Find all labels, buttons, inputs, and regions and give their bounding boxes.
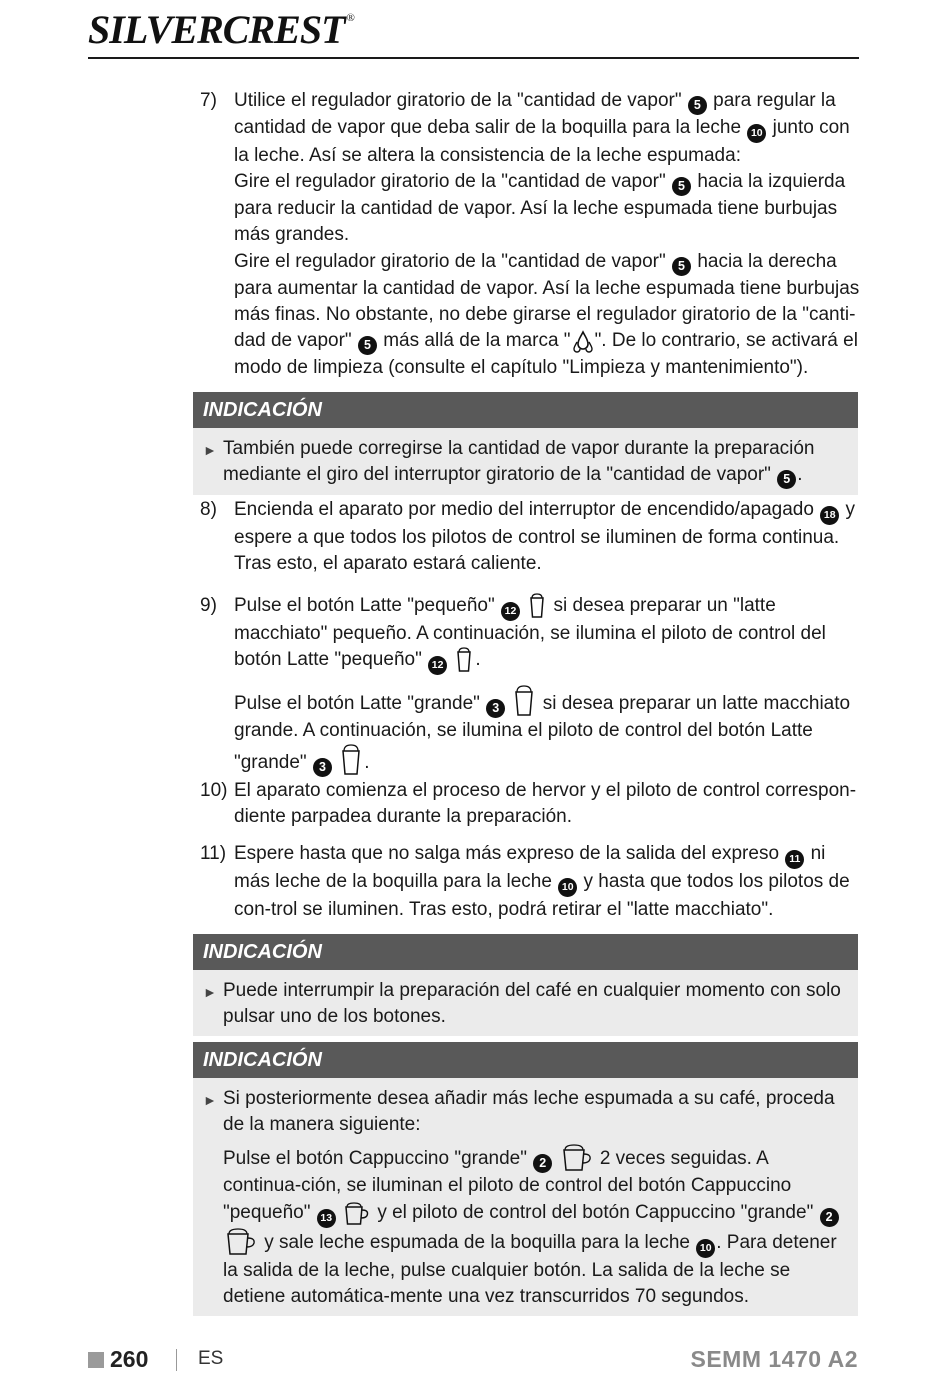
callout-10: 10 — [696, 1239, 715, 1258]
callout-13: 13 — [317, 1209, 336, 1228]
step-7-text-b: para regular la cantidad de vapor que deba salir de la boquilla para la leche — [234, 90, 836, 138]
model-number: SEMM 1470 A2 — [690, 1346, 858, 1372]
note-3-text-a: Si posteriormente desea añadir más leche espumada a su café, proceda de la manera siguiente: — [223, 1088, 835, 1136]
registered-mark: ® — [346, 12, 354, 24]
step-7-text-f: Gire el regulador giratorio de la "cantidad de vapor" — [234, 250, 666, 272]
note-text — [223, 436, 850, 489]
step-10 — [200, 778, 860, 830]
note-text — [223, 1144, 850, 1310]
step-text — [234, 593, 860, 777]
step-7 — [200, 88, 860, 381]
step-11-text-c: y hasta que todos los pilotos de con-trol se iluminen. Tras esto, podrá retirar el "latte macchiato". — [234, 871, 850, 920]
step-7-text-h: más allá de la marca " — [383, 330, 571, 352]
step-number: 11) — [200, 843, 227, 864]
step-number: 10) — [200, 780, 228, 801]
note-3-text-c: 2 veces seguidas. A continua-ción, se iluminan el piloto de control del botón Cappuccino "pequeño" — [223, 1148, 792, 1223]
callout-3: 3 — [486, 699, 505, 718]
note-3-text-b: Pulse el botón Cappuccino "grande" — [223, 1148, 527, 1170]
steam-drops-icon — [573, 330, 593, 354]
step-9-text-a: Pulse el botón Latte "pequeño" — [234, 595, 495, 616]
callout-5: 5 — [688, 96, 707, 115]
step-7-text-d: Gire el regulador giratorio de la "cantidad de vapor" — [234, 171, 666, 193]
note-box — [193, 934, 858, 1036]
step-7-text-i: ". De lo contrario, se activará el modo de limpieza (consulte el capítulo "Limpieza y mantenimiento"). — [234, 330, 858, 379]
arrow-bullet-icon: ► — [203, 1092, 217, 1108]
callout-2: 2 — [820, 1208, 839, 1227]
step-8-text-b: y espere a que todos los pilotos de control se iluminen de forma continua. Tras esto, el aparato estará caliente. — [234, 499, 855, 575]
step-7-text-e: hacia la izquierda para reducir la cantidad de vapor. Así la leche espumada tiene burbujas más grandes. — [234, 171, 846, 246]
step-number: 8) — [200, 499, 217, 520]
step-9-text-c: . — [475, 649, 481, 671]
callout-10: 10 — [558, 878, 577, 897]
callout-18: 18 — [820, 506, 839, 525]
logo-text: SILVERCREST — [88, 7, 345, 52]
note-box — [193, 392, 858, 495]
step-8 — [200, 497, 860, 577]
step-9-text-b: si desea preparar un "latte macchiato" pequeño. A continuación, se ilumina el piloto de control del botón Latte "pequeño" — [234, 595, 826, 671]
step-9-text-d: Pulse el botón Latte "grande" — [234, 693, 480, 715]
step-text — [234, 497, 860, 577]
note-3-text-d: y el piloto de control del botón Cappuccino "grande" — [377, 1201, 814, 1223]
cappuccino-large-cup-icon — [225, 1228, 257, 1256]
callout-3: 3 — [313, 758, 332, 777]
cappuccino-small-cup-icon — [344, 1202, 370, 1226]
language-code: ES — [198, 1348, 224, 1369]
brand-logo — [88, 6, 352, 53]
footer-divider — [176, 1349, 177, 1371]
note-text: Puede interrumpir la preparación del café en cualquier momento con solo pulsar uno de los botones. — [223, 980, 841, 1028]
note-body — [193, 970, 858, 1036]
step-number: 7) — [200, 90, 217, 111]
step-9-text-f: . — [364, 752, 370, 774]
note-3-text-e: y sale leche espumada de la boquilla para la leche — [264, 1231, 690, 1253]
note-box — [193, 1042, 858, 1316]
callout-5: 5 — [672, 257, 691, 276]
step-7-text-c: junto con la leche. Así se altera la consistencia de la leche espumada: — [234, 117, 850, 166]
cappuccino-large-cup-icon — [561, 1144, 593, 1172]
latte-small-glass-icon — [455, 647, 473, 673]
arrow-bullet-icon: ► — [203, 984, 217, 1000]
callout-12: 12 — [501, 602, 520, 621]
callout-11: 11 — [785, 850, 804, 869]
note-1-text-b: . — [797, 464, 803, 486]
step-9-text-e: si desea preparar un latte macchiato grande. A continuación, se ilumina el piloto de control del botón Latte "grande" — [234, 693, 851, 774]
callout-5: 5 — [358, 336, 377, 355]
step-8-text-a: Encienda el aparato por medio del interruptor de encendido/apagado — [234, 499, 814, 520]
header-rule — [88, 57, 859, 59]
note-title: INDICACIÓN — [193, 392, 858, 428]
callout-5: 5 — [672, 177, 691, 196]
step-7-text-a: Utilice el regulador giratorio de la "cantidad de vapor" — [234, 90, 682, 111]
note-title: INDICACIÓN — [193, 1042, 858, 1078]
callout-2: 2 — [533, 1154, 552, 1173]
note-title: INDICACIÓN — [193, 934, 858, 970]
note-body — [193, 1078, 858, 1316]
page-number: 260 — [110, 1346, 149, 1372]
latte-large-glass-icon — [340, 744, 362, 776]
note-1-text-a: También puede corregirse la cantidad de vapor durante la preparación mediante el giro del interruptor giratorio de la "cantidad de vapor" — [223, 438, 815, 486]
note-body — [193, 428, 858, 495]
callout-10: 10 — [747, 124, 766, 143]
step-text — [234, 88, 860, 381]
step-number: 9) — [200, 595, 217, 616]
step-10-text-a: El aparato comienza el proceso de hervor y el piloto de control correspon-diente parpadea durante la preparación. — [234, 780, 857, 828]
arrow-bullet-icon: ► — [203, 442, 217, 458]
step-7-text-g: hacia la derecha para aumentar la cantidad de vapor. Así la leche espumada tiene burbujas más finas. No obstante, no debe girarse el regulador giratorio de la "canti-dad de vapor" — [234, 250, 860, 352]
footer-marker — [88, 1352, 104, 1368]
note-text — [223, 1086, 850, 1138]
latte-small-glass-icon — [528, 593, 546, 619]
step-text — [234, 841, 860, 923]
step-11 — [200, 841, 860, 923]
note-3-text-f: . Para detener la salida de la leche, pulse cualquier botón. La salida de la leche se detiene automática-mente una vez transcurridos 70 segundos. — [223, 1231, 837, 1307]
latte-large-glass-icon — [513, 685, 535, 717]
step-11-text-a: Espere hasta que no salga más expreso de la salida del expreso — [234, 843, 780, 864]
step-9 — [200, 593, 860, 777]
step-11-text-b: ni más leche de la boquilla para la leche — [234, 843, 826, 892]
step-text — [234, 778, 860, 830]
callout-12: 12 — [428, 656, 447, 675]
callout-5: 5 — [777, 470, 796, 489]
